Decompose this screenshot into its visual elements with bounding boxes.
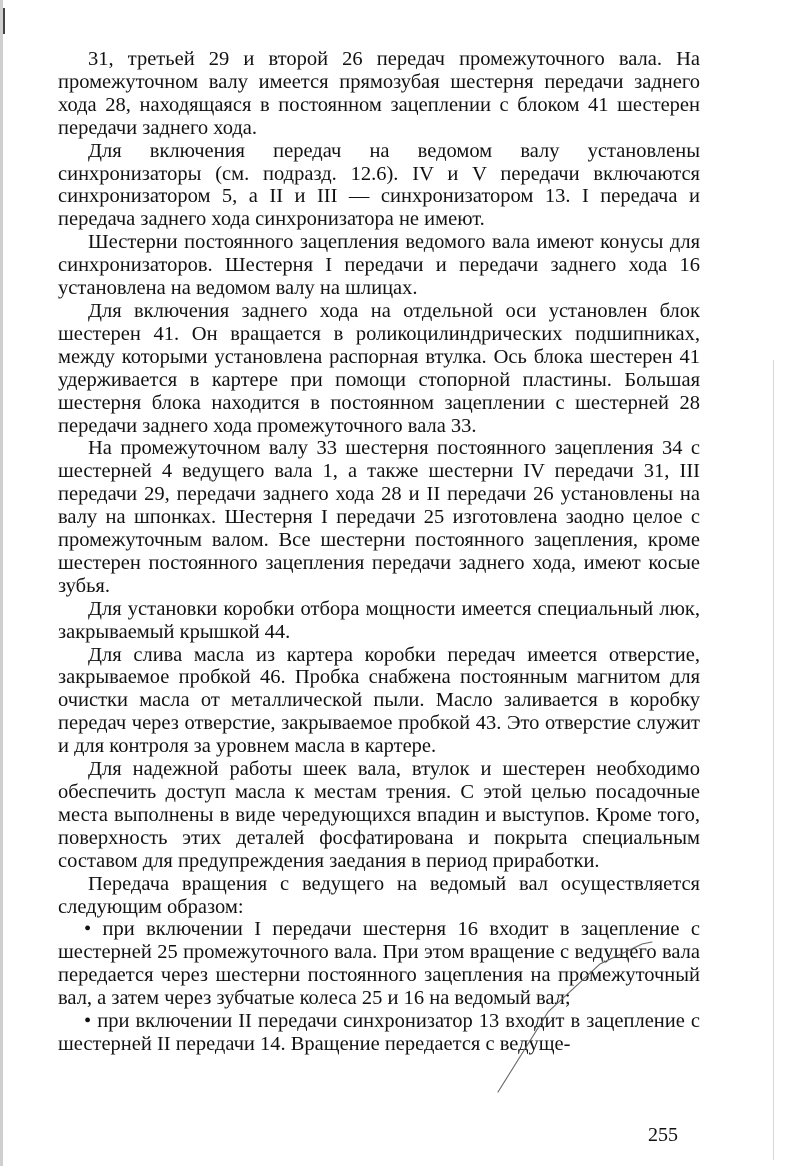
- paragraph: Для слива масла из картера коробки передач имеется отверстие, закрываемое пробкой 46. Пробка снабжена постоянным магнитом для очистки масла от металлической пыли. Масло заливается в коробку передач через отверстие, закрываемое пробкой 43. Это отверстие служит и для контроля за уровнем масла в картере.: [58, 643, 700, 758]
- bullet-item: • при включении II передачи синхронизатор 13 входит в зацепление с шестерней II передачи 14. Вращение передается с ведуще-: [58, 1010, 700, 1055]
- page-number: 255: [648, 1124, 678, 1146]
- paragraph: Для надежной работы шеек вала, втулок и шестерен необходимо обеспечить доступ масла к местам трения. С этой целью посадочные места выполнены в виде чередующихся впадин и выступов. Кроме того, поверхность этих деталей фосфатирована и покрыта специальным составом для предупреждения заедания в период приработки.: [58, 758, 700, 872]
- paragraph: Шестерни постоянного зацепления ведомого вала имеют конусы для синхронизаторов. Шестерня I передачи и передачи заднего хода 16 установлена на ведомом валу на шлицах.: [58, 231, 700, 300]
- page-text: [58, 48, 700, 1056]
- paragraph: На промежуточном валу 33 шестерня постоянного зацепления 34 с шестерней 4 ведущего вала 1, а также шестерни IV передачи 31, III передачи 29, передачи заднего хода 28 и II передачи 26 установлены на валу на шпонках. Шестерня I передачи 25 изготовлена заодно целое с промежуточным валом. Все шестерни постоянного зацепления, кроме шестерен постоянного зацепления передачи заднего хода, имеют косые зубья.: [58, 437, 700, 597]
- scan-left-edge-mark: [3, 8, 5, 34]
- scan-left-edge: [0, 0, 3, 1166]
- paragraph: Для установки коробки отбора мощности имеется специальный люк, закрываемый крышкой 44.: [58, 597, 700, 643]
- paragraph: Передача вращения с ведущего на ведомый вал осуществляется следующим образом:: [58, 872, 700, 918]
- scan-right-edge: [773, 360, 774, 1160]
- paragraph: Для включения заднего хода на отдельной оси установлен блок шестерен 41. Он вращается в роликоцилиндрических подшипниках, между которыми установлена распорная втулка. Ось блока шестерен 41 удерживается в картере при помощи стопорной пластины. Большая шестерня блока находится в постоянном зацеплении с шестерней 28 передачи заднего хода промежуточного вала 33.: [58, 299, 700, 437]
- paragraph: 31, третьей 29 и второй 26 передач промежуточного вала. На промежуточном валу имеется прямозубая шестерня передачи заднего хода 28, находящаяся в постоянном зацеплении с блоком 41 шестерен передачи заднего хода.: [58, 48, 700, 139]
- paragraph: Для включения передач на ведомом валу установлены синхронизаторы (см. подразд. 12.6). IV и V передачи включаются синхронизатором 5, а II и III — синхронизатором 13. I передача и передача заднего хода синхронизатора не имеют.: [58, 139, 700, 231]
- bullet-item: • при включении I передачи шестерня 16 входит в зацепление с шестерней 25 промежуточного вала. При этом вращение с ведущего вала передается через шестерни постоянного зацепления на промежуточный вал, а затем через зубчатые колеса 25 и 16 на ведомый вал;: [58, 918, 700, 1010]
